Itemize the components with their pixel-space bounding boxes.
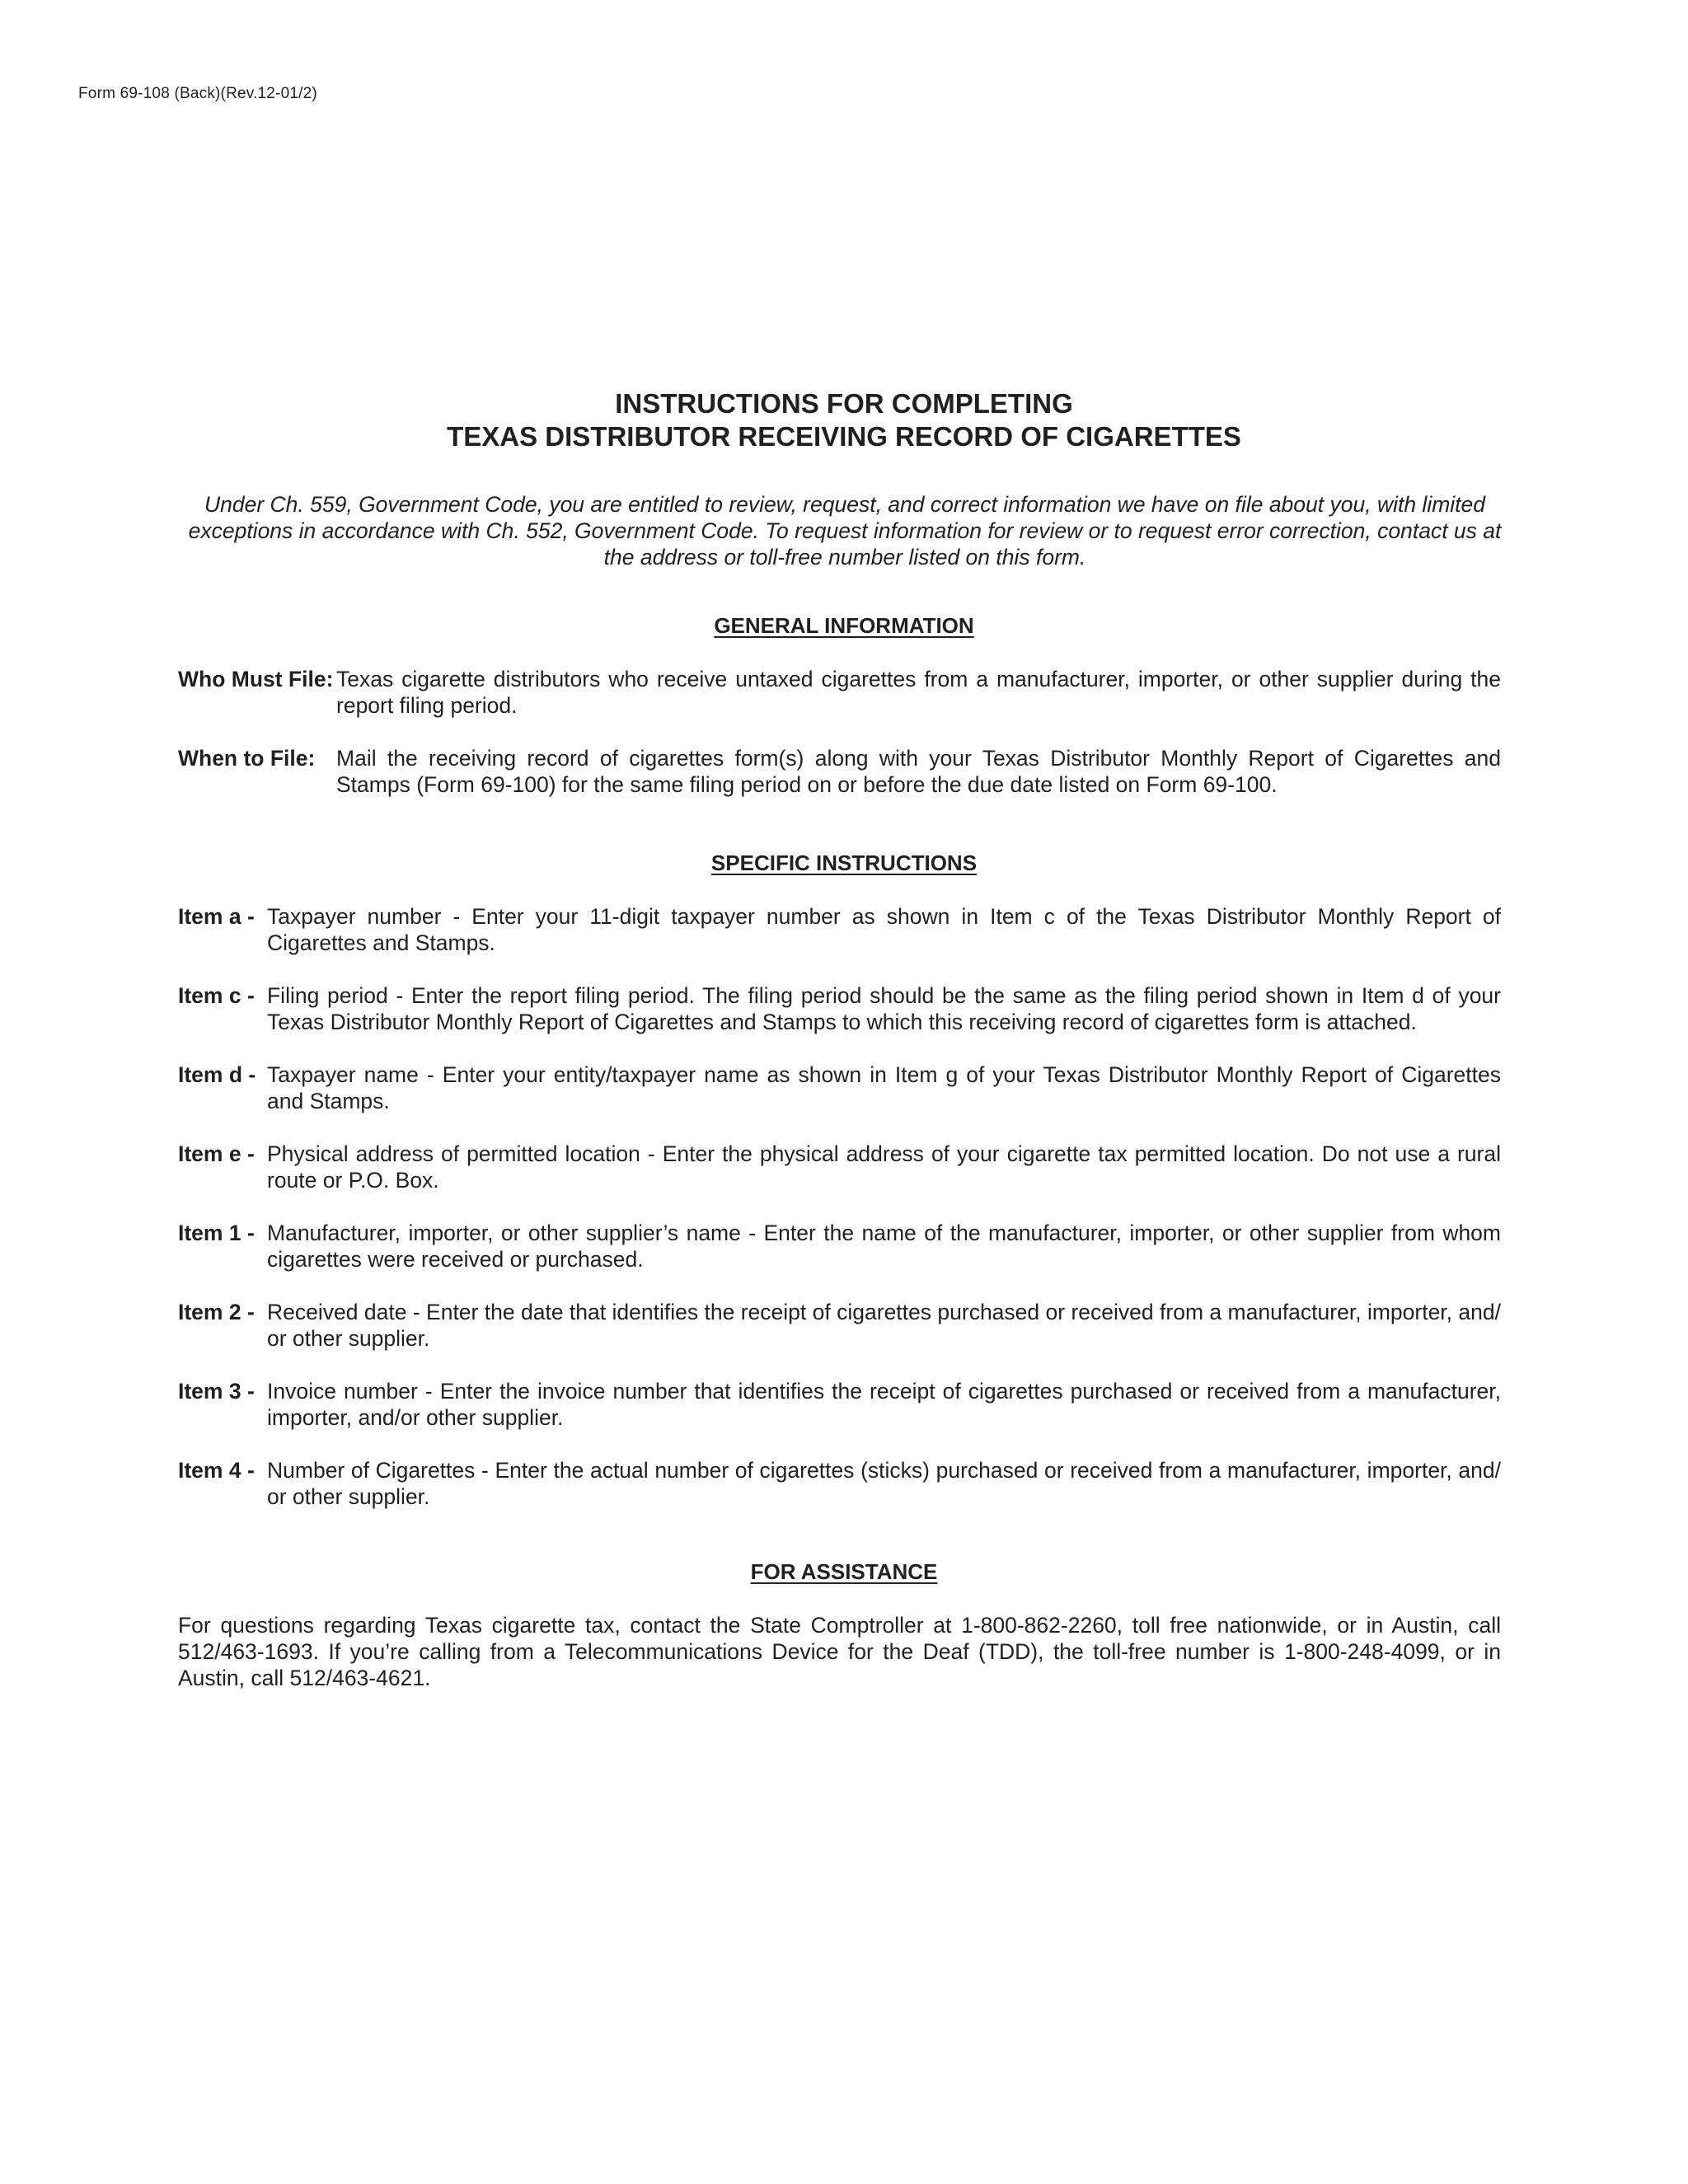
who-must-file-text: Texas cigarette distributors who receive untaxed cigarettes from a manufacturer, importer, or other supplier during the report filing period.: [336, 667, 1501, 718]
item-text: Physical address of permitted location - Enter the physical address of your cigarette tax permitted location. Do not use a rural route or P.O. Box.: [267, 1141, 1501, 1193]
item-1-row: [178, 1220, 1501, 1272]
item-text: Invoice number - Enter the invoice number that identifies the receipt of cigarettes purchased or received from a manufacturer, importer, and/or other supplier.: [267, 1379, 1501, 1430]
assistance-text: For questions regarding Texas cigarette tax, contact the State Comptroller at 1-800-862-2260, toll free nationwide, or in Austin, call 512/463-1693. If you’re calling from a Telecommunications Device for the Deaf (TDD), the toll-free number is 1-800-248-4099, or in Austin, call 512/463-4621.: [178, 1613, 1501, 1690]
item-text: Number of Cigarettes - Enter the actual number of cigarettes (sticks) purchased or received from a manufacturer, importer, and/ or other supplier.: [267, 1458, 1501, 1509]
item-label: Item c -: [178, 983, 255, 1008]
item-text: Manufacturer, importer, or other supplier’s name - Enter the name of the manufacturer, importer, or other supplier from whom cigarettes were received or purchased.: [267, 1221, 1501, 1272]
form-number: Form 69-108 (Back)(Rev.12-01/2): [78, 85, 317, 102]
general-information-heading: GENERAL INFORMATION: [714, 613, 974, 638]
item-e-row: [178, 1141, 1501, 1193]
when-to-file-text: Mail the receiving record of cigarettes form(s) along with your Texas Distributor Monthly Report of Cigarettes and Stamps (Form 69-100) for the same filing period on or before the due date listed on Form 69-100.: [336, 746, 1501, 797]
item-3-row: [178, 1378, 1501, 1431]
when-to-file-label: When to File:: [178, 746, 316, 771]
item-4-row: [178, 1457, 1501, 1510]
item-a-row: [178, 903, 1501, 956]
who-must-file-label: Who Must File:: [178, 667, 334, 691]
who-must-file-row: [178, 666, 1501, 719]
item-label: Item 2 -: [178, 1300, 255, 1324]
item-label: Item a -: [178, 904, 255, 929]
item-label: Item 1 -: [178, 1221, 255, 1245]
item-text: Filing period - Enter the report filing period. The filing period should be the same as the filing period shown in Item d of your Texas Distributor Monthly Report of Cigarettes and Stamps to which this receiving record of cigarettes form is attached.: [267, 983, 1501, 1034]
item-text: Received date - Enter the date that identifies the receipt of cigarettes purchased or received from a manufacturer, importer, and/ or other supplier.: [267, 1300, 1501, 1351]
when-to-file-row: [178, 745, 1501, 798]
specific-instructions-heading: SPECIFIC INSTRUCTIONS: [710, 851, 978, 875]
item-c-row: [178, 982, 1501, 1035]
item-text: Taxpayer number - Enter your 11-digit taxpayer number as shown in Item c of the Texas Distributor Monthly Report of Cigarettes and Stamps.: [267, 904, 1501, 955]
item-text: Taxpayer name - Enter your entity/taxpayer name as shown in Item g of your Texas Distributor Monthly Report of Cigarettes and Stamps.: [267, 1062, 1501, 1113]
item-label: Item d -: [178, 1062, 256, 1087]
item-2-row: [178, 1299, 1501, 1352]
item-label: Item 3 -: [178, 1379, 255, 1404]
title-line-1: INSTRUCTIONS FOR COMPLETING: [615, 388, 1073, 419]
item-label: Item 4 -: [178, 1458, 255, 1483]
page-title: [0, 387, 1688, 453]
title-line-2: TEXAS DISTRIBUTOR RECEIVING RECORD OF CIGARETTES: [447, 421, 1241, 452]
item-d-row: [178, 1062, 1501, 1114]
privacy-notice: Under Ch. 559, Government Code, you are entitled to review, request, and correct information we have on file about you, with limited exceptions in accordance with Ch. 552, Government Code. To request information for review or to request error correction, contact us at the address or toll-free number listed on this form.: [188, 492, 1502, 569]
for-assistance-heading: FOR ASSISTANCE: [750, 1559, 938, 1584]
item-label: Item e -: [178, 1141, 255, 1166]
